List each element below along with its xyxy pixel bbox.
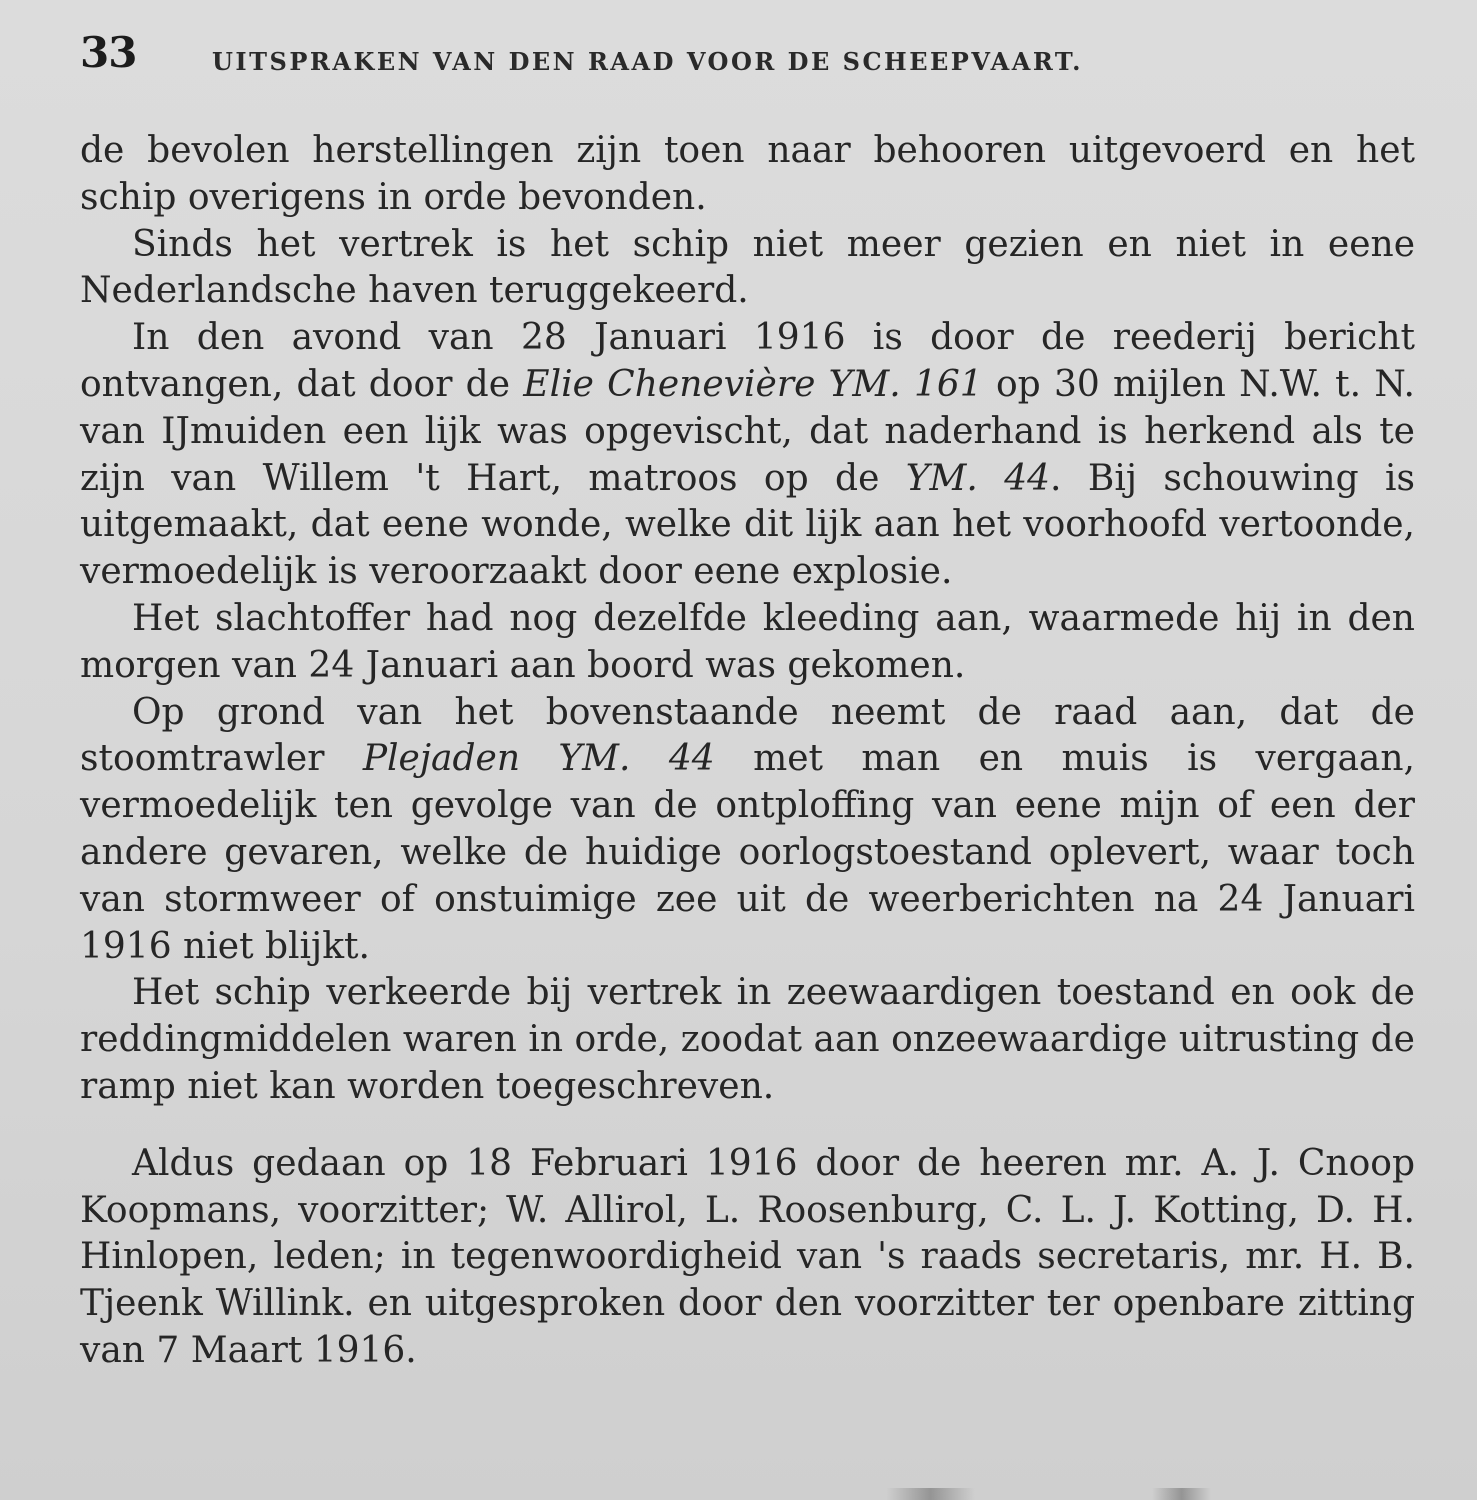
page-header: [80, 22, 1417, 82]
page-number: 33: [80, 28, 137, 77]
paragraph-5-text-a: Op grond van het bovenstaande neemt de raad aan, dat de stoomtrawler: [80, 691, 1415, 780]
paragraph-6: Het schip verkeerde bij vertrek in zeewaardigen toestand en ook de reddingmiddelen waren in orde, zoodat aan onzeewaardige uitrusting de ramp niet kan worden toegeschreven.: [80, 972, 1415, 1107]
paragraph-3: [80, 315, 1415, 596]
ship-name-elie-cheneviere: Elie Chenevière YM. 161: [523, 363, 983, 405]
body-text: [80, 128, 1415, 1375]
running-head: UITSPRAKEN VAN DEN RAAD VOOR DE SCHEEPVAART.: [212, 47, 1083, 76]
paragraph-1: de bevolen herstellingen zijn toen naar behooren uitgevoerd en het schip overigens in orde bevonden.: [80, 130, 1415, 218]
paragraph-3-text-c: . Bij schouwing is uitgemaakt, dat eene wonde, welke dit lijk aan het voorhoofd vertoonde, vermoedelijk is veroorzaakt door eene explosie.: [80, 457, 1415, 593]
closing-paragraph: Aldus gedaan op 18 Februari 1916 door de heeren mr. A. J. Cnoop Koopmans, voorzitter; W. Allirol, L. Roosenburg, C. L. J. Kotting, D. H. Hinlopen, leden; in tegenwoordigheid van 's raads secretaris, mr. H. B. Tjeenk Willink. en uitgesproken door den voorzitter ter openbare zitting van 7 Maart 1916.: [80, 1142, 1415, 1371]
paragraph-5-text-b: met man en muis is vergaan, vermoedelijk ten gevolge van de ontploffing van eene mijn of een der andere gevaren, welke de huidige oorlogstoestand oplevert, waar toch van stormweer of onstuimige zee uit de weerberichten na 24 Januari 1916 niet blijkt.: [80, 738, 1415, 967]
paragraph-2: Sinds het vertrek is het schip niet meer gezien en niet in eene Nederlandsche haven teruggekeerd.: [80, 223, 1415, 312]
paragraph-3-text-a: In den avond van 28 Januari 1916 is door de reederij bericht ontvangen, dat door de: [80, 317, 1415, 405]
paragraph-4: Het slachtoffer had nog dezelfde kleeding aan, waarmede hij in den morgen van 24 Januari aan boord was gekomen.: [80, 597, 1415, 686]
cut-off-line-fragment: [0, 1488, 1477, 1500]
ship-name-ym44: YM. 44: [905, 457, 1051, 499]
ship-name-plejaden: Plejaden YM. 44: [362, 738, 715, 780]
paragraph-5: [80, 690, 1415, 971]
paragraph-3-text-b: op 30 mijlen N.W. t. N. van IJmuiden een lijk was opgevischt, dat naderhand is herkend als te zijn van Willem 't Hart, matroos op de: [80, 363, 1415, 499]
